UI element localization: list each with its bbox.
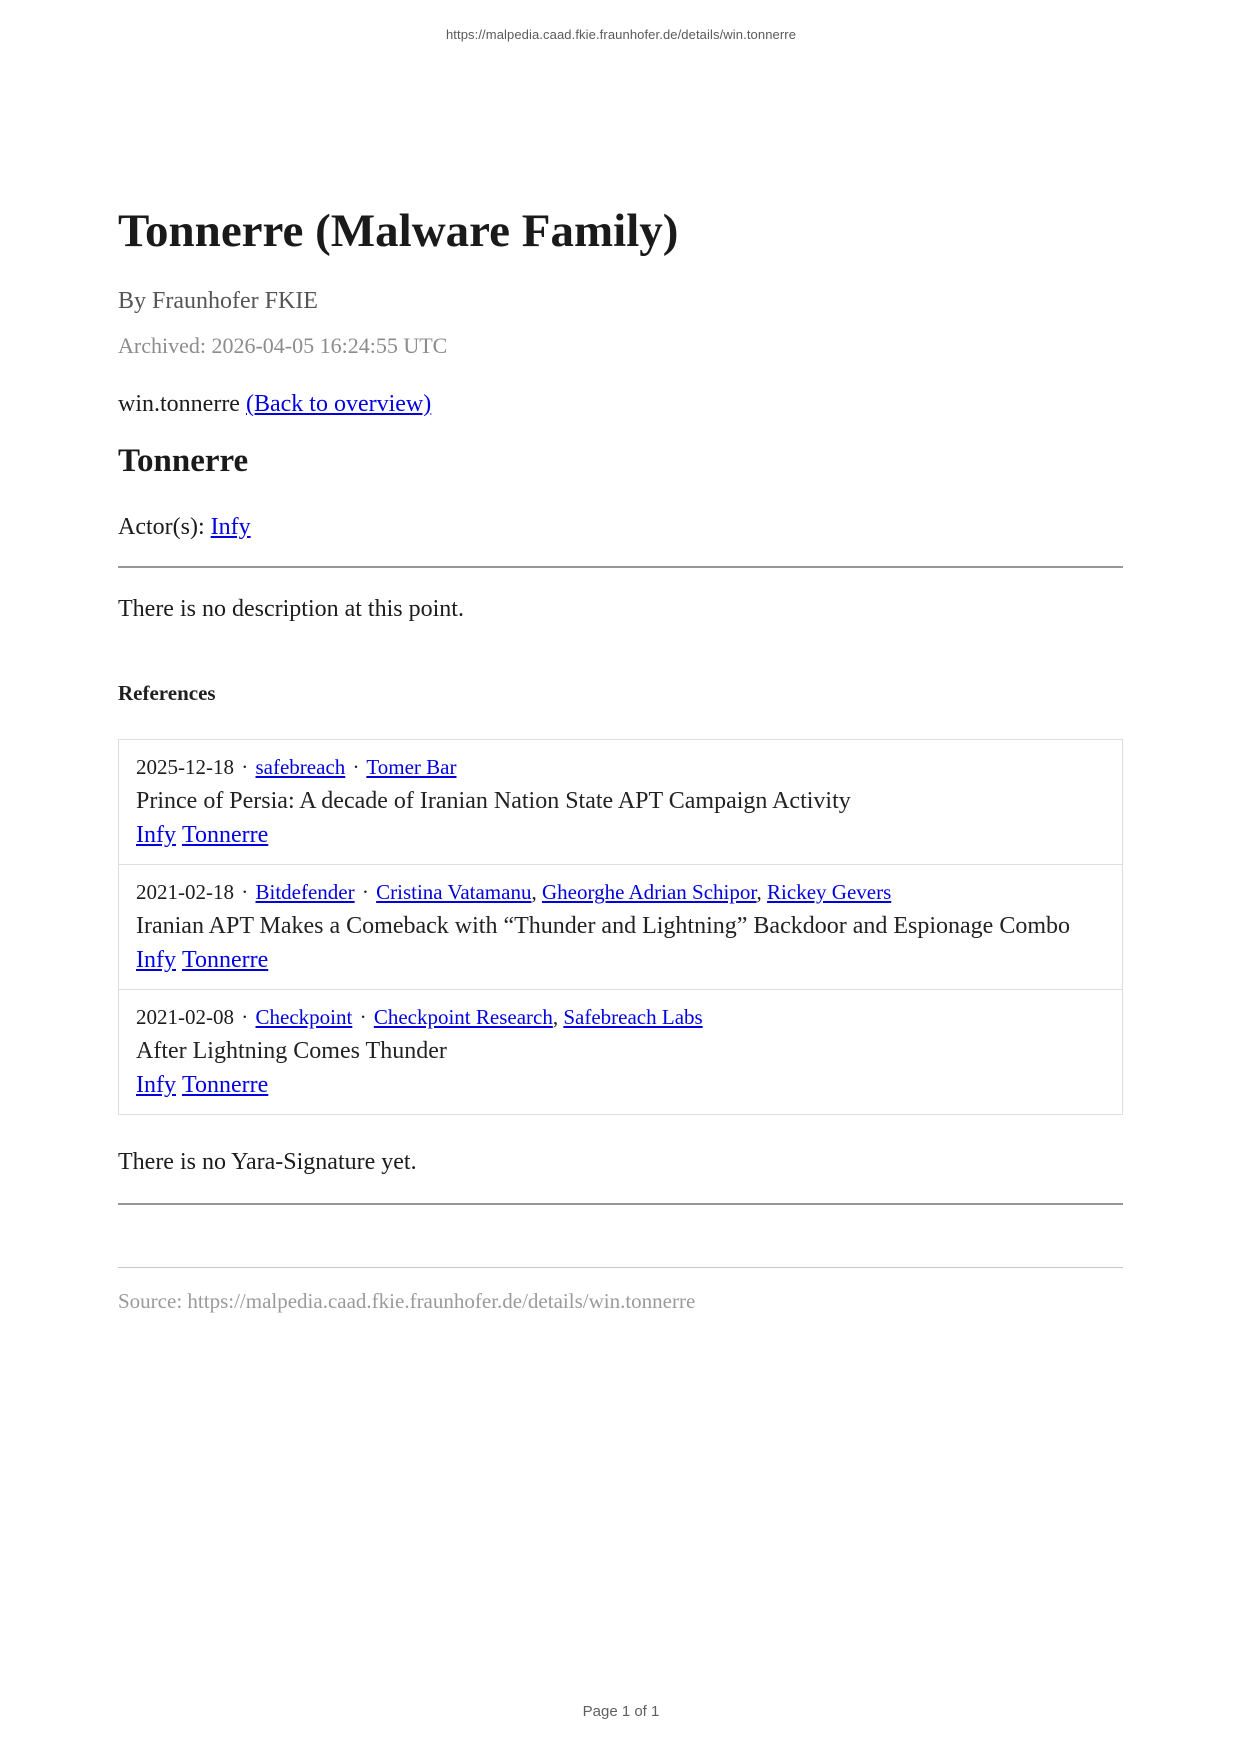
reference-author-link[interactable]: Cristina Vatamanu bbox=[376, 880, 532, 905]
reference-authors: Cristina Vatamanu, Gheorghe Adrian Schipor, Rickey Gevers bbox=[376, 880, 892, 905]
reference-title: After Lightning Comes Thunder bbox=[136, 1038, 447, 1065]
reference-author-link[interactable]: Gheorghe Adrian Schipor bbox=[541, 880, 757, 905]
reference-tags bbox=[136, 945, 1105, 975]
meta-separator: · bbox=[352, 755, 360, 780]
references-heading: References bbox=[118, 681, 216, 706]
section-divider-bottom bbox=[118, 1203, 1123, 1205]
reference-authors: Checkpoint Research, Safebreach Labs bbox=[373, 1005, 703, 1030]
archived-timestamp: Archived: 2026-04-05 16:24:55 UTC bbox=[118, 333, 448, 359]
reference-author-link[interactable]: Tomer Bar bbox=[366, 755, 457, 780]
reference-title: Prince of Persia: A decade of Iranian Nation State APT Campaign Activity bbox=[136, 788, 851, 815]
meta-separator: · bbox=[359, 1005, 367, 1030]
references-list bbox=[118, 739, 1123, 1115]
reference-title: Iranian APT Makes a Comeback with “Thunder and Lightning” Backdoor and Espionage Combo bbox=[136, 913, 1071, 940]
meta-separator: · bbox=[241, 1005, 249, 1030]
meta-separator: · bbox=[361, 880, 369, 905]
reference-author-link[interactable]: Checkpoint Research bbox=[373, 1005, 553, 1030]
meta-separator: · bbox=[241, 755, 249, 780]
meta-separator: · bbox=[241, 880, 249, 905]
reference-tags bbox=[136, 1070, 1105, 1100]
footer-divider bbox=[118, 1267, 1123, 1268]
reference-date: 2021-02-18 bbox=[136, 880, 234, 905]
reference-tag-link[interactable]: Tonnerre bbox=[181, 822, 269, 849]
print-header-url: https://malpedia.caad.fkie.fraunhofer.de/details/win.tonnerre bbox=[445, 27, 797, 42]
reference-org-link[interactable]: Checkpoint bbox=[255, 1005, 353, 1030]
reference-date: 2025-12-18 bbox=[136, 755, 234, 780]
reference-tag-link[interactable]: Tonnerre bbox=[181, 947, 269, 974]
reference-tags bbox=[136, 820, 1105, 850]
reference-tag-link[interactable]: Infy bbox=[136, 1072, 176, 1099]
yara-note: There is no Yara-Signature yet. bbox=[118, 1149, 417, 1176]
reference-tag-link[interactable]: Tonnerre bbox=[181, 1072, 269, 1099]
reference-meta bbox=[136, 879, 1105, 905]
reference-org-link[interactable]: Bitdefender bbox=[255, 880, 355, 905]
family-id-line bbox=[118, 390, 1123, 419]
reference-card bbox=[118, 739, 1123, 865]
back-to-overview-link[interactable]: (Back to overview) bbox=[245, 390, 432, 417]
reference-meta bbox=[136, 1004, 1105, 1030]
reference-tag-link[interactable]: Infy bbox=[136, 822, 176, 849]
actors-label: Actor(s): bbox=[118, 513, 205, 540]
reference-tag-link[interactable]: Infy bbox=[136, 947, 176, 974]
actor-link[interactable]: Infy bbox=[210, 513, 251, 540]
reference-meta bbox=[136, 754, 1105, 780]
reference-authors bbox=[366, 755, 456, 779]
section-divider bbox=[118, 566, 1123, 568]
reference-card bbox=[118, 989, 1123, 1115]
source-line: Source: https://malpedia.caad.fkie.fraunhofer.de/details/win.tonnerre bbox=[118, 1289, 696, 1314]
print-footer-page-number: Page 1 of 1 bbox=[582, 1703, 660, 1720]
family-id: win.tonnerre bbox=[118, 390, 240, 417]
document-content bbox=[118, 0, 1123, 1314]
family-heading: Tonnerre bbox=[118, 443, 249, 480]
reference-date: 2021-02-08 bbox=[136, 1005, 234, 1030]
actors-line bbox=[118, 513, 1123, 542]
reference-org-link[interactable]: safebreach bbox=[255, 755, 346, 780]
description-text: There is no description at this point. bbox=[118, 596, 464, 623]
reference-card bbox=[118, 864, 1123, 990]
reference-author-link[interactable]: Safebreach Labs bbox=[563, 1005, 703, 1030]
byline: By Fraunhofer FKIE bbox=[118, 287, 318, 314]
page-title: Tonnerre (Malware Family) bbox=[118, 205, 679, 257]
reference-author-link[interactable]: Rickey Gevers bbox=[767, 880, 892, 905]
